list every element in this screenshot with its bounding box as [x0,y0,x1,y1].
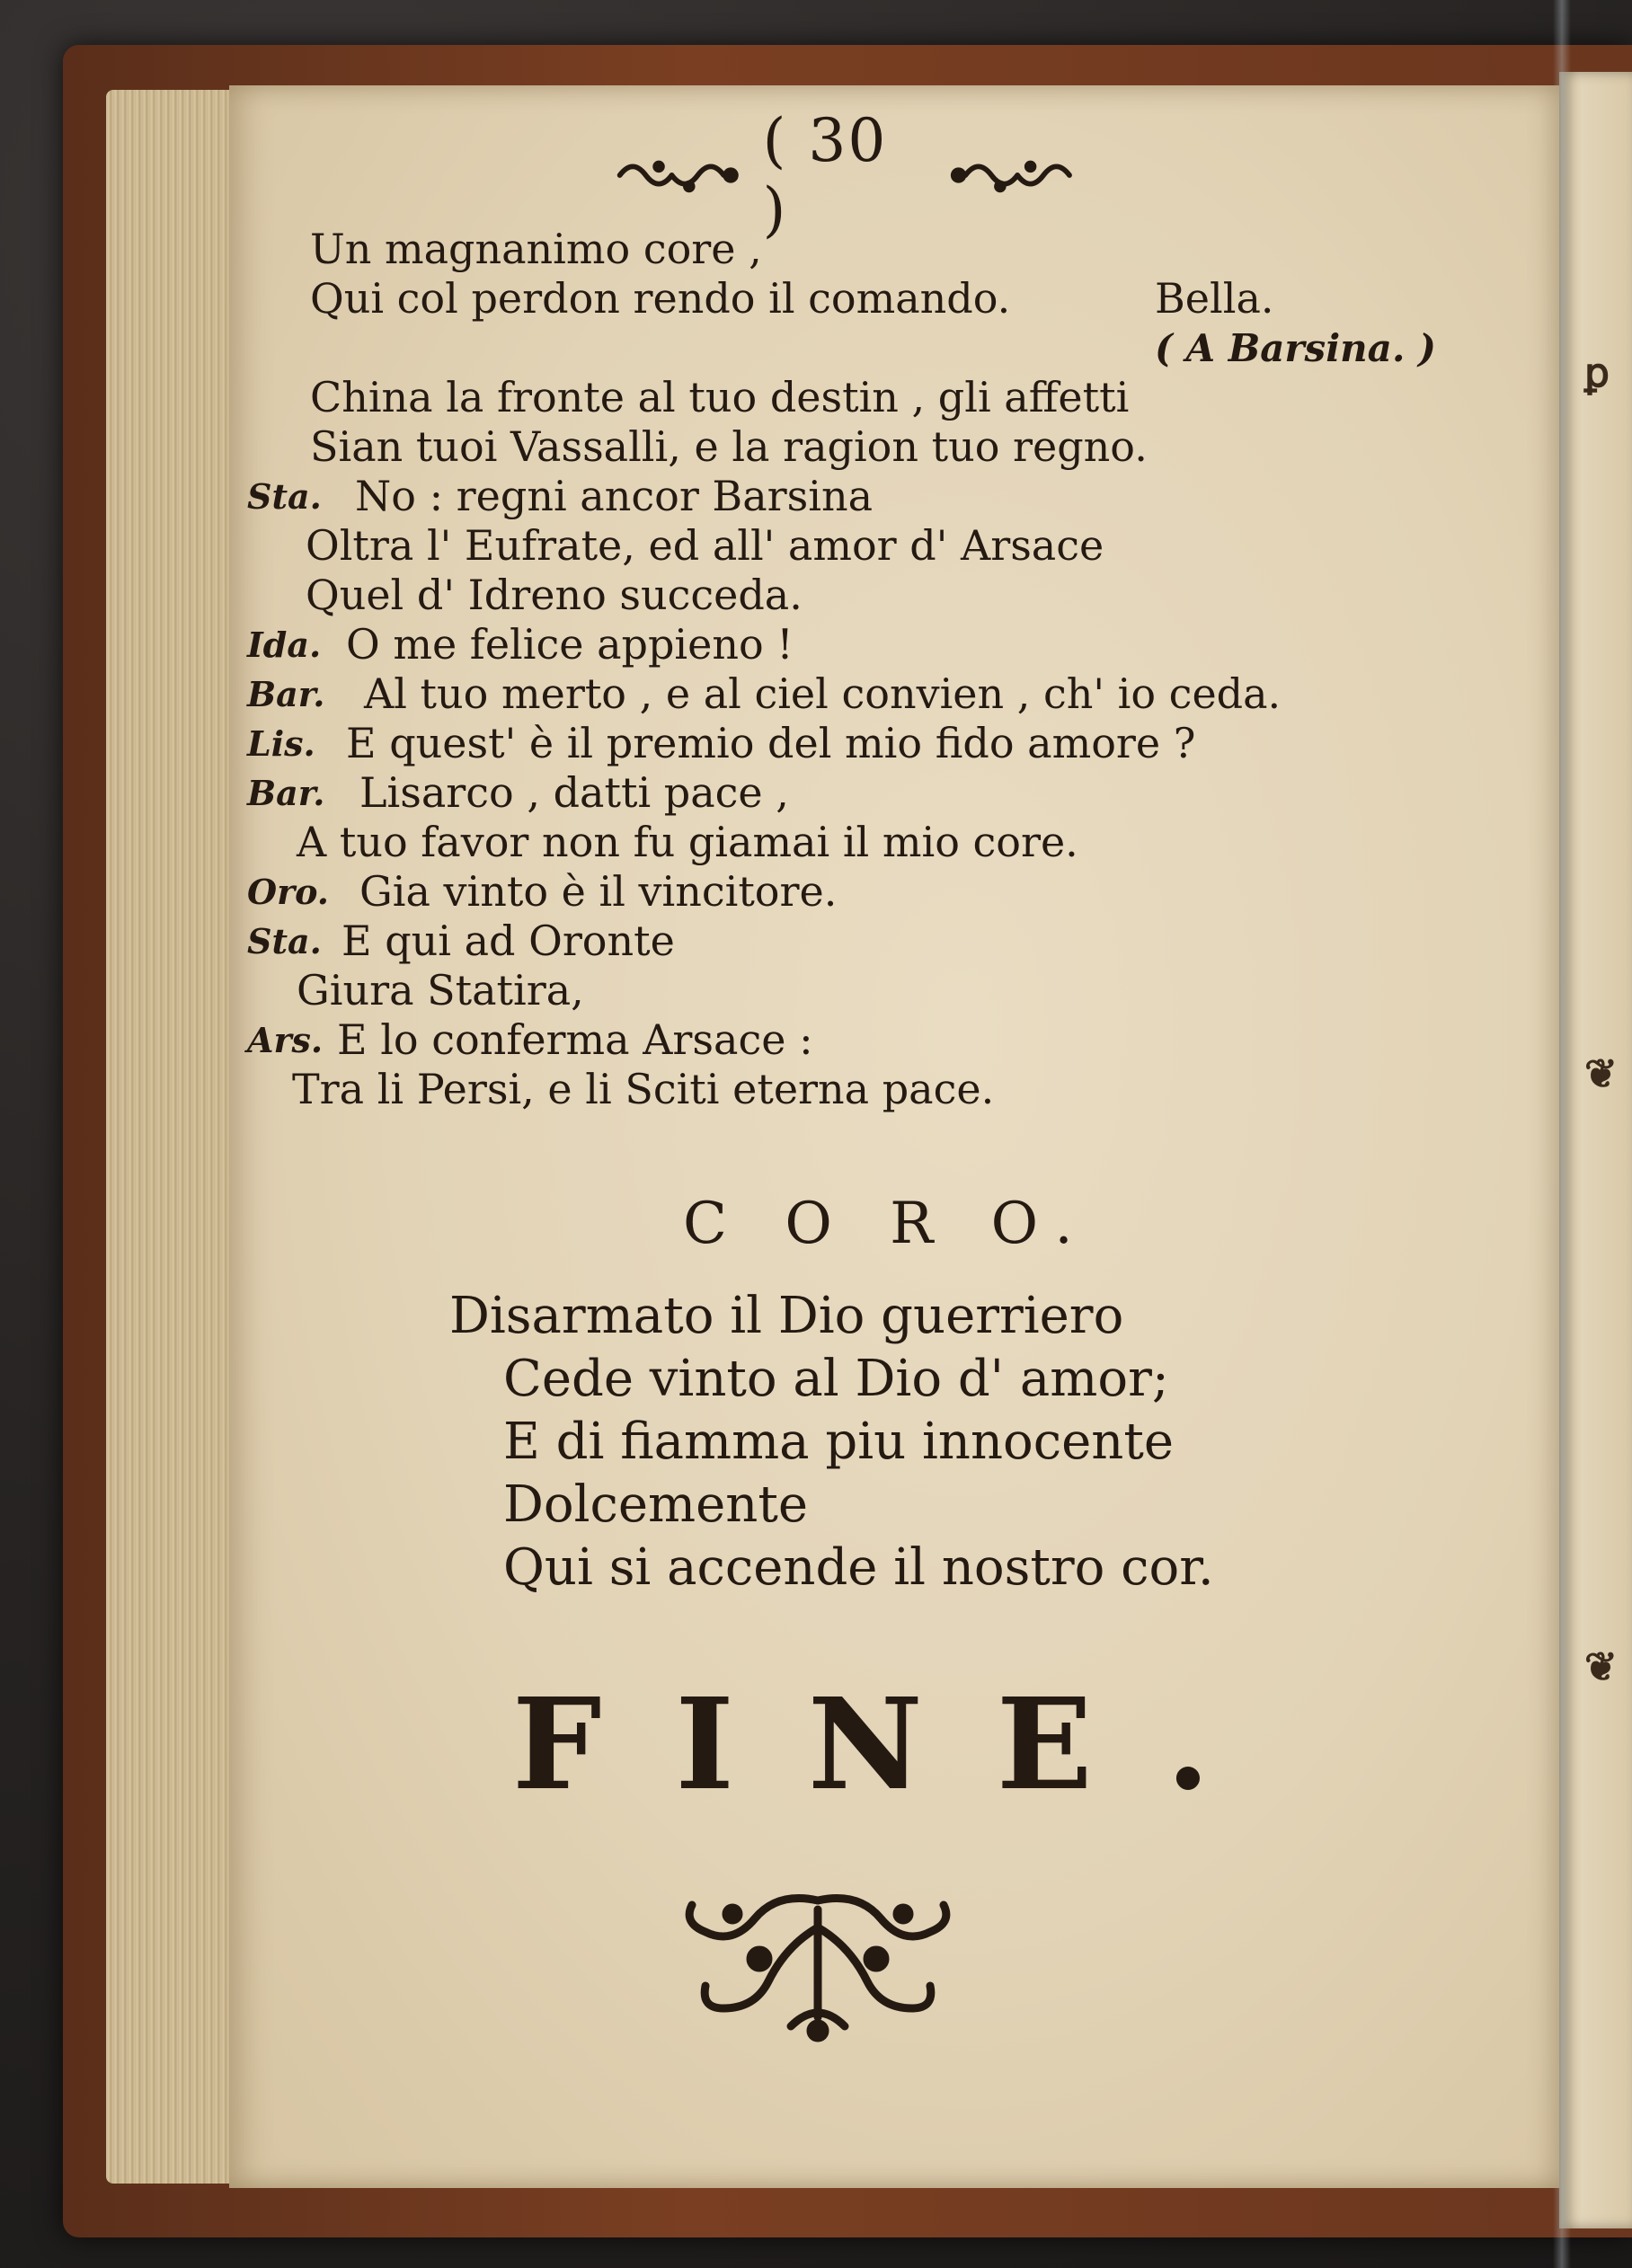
verse-line [247,620,1505,669]
verse-text: No : regni ancor Barsina [355,472,874,520]
verse-line [247,768,1505,818]
verse-text: Giura Statira, [297,966,584,1014]
verse-line [247,373,1505,422]
coro-line: Disarmato il Dio guerriero [449,1287,1124,1345]
speaker-label: Bar. [247,674,325,714]
dialogue-block [247,225,1505,1114]
verse-line [247,917,1505,966]
coro-line: Dolcemente [503,1475,808,1534]
verse-line [247,521,1505,571]
coro-line: Qui si accende il nostro cor. [503,1538,1214,1597]
facing-page-glyph: ❦ [1584,1051,1618,1097]
speaker-label: Sta. [247,476,322,517]
verse-text: A tuo favor non fu giamai il mio core. [297,818,1078,866]
verse-text: Qui col perdon rendo il comando. [310,274,1011,323]
verse-line [247,472,1505,521]
verse-line [247,422,1505,472]
coro-line: Cede vinto al Dio d' amor; [503,1350,1169,1408]
verse-text: Tra li Persi, e li Sciti eterna pace. [292,1065,995,1113]
verse-text: China la fronte al tuo destin , gli affetti [310,373,1130,421]
verse-line [247,818,1505,867]
speaker-label: Ida. [247,625,322,665]
verse-text: E lo conferma Arsace : [337,1015,813,1064]
verse-text: Oltra l' Eufrate, ed all' amor d' Arsace [306,521,1104,570]
verse-text: Al tuo merto , e al ciel convien , ch' io ceda. [364,669,1282,718]
page-header [611,106,1078,244]
stage-direction: Bella. [1155,274,1274,323]
speaker-label: Lis. [247,723,315,764]
verse-text: Lisarco , datti pace , [359,768,789,817]
verse-line [247,867,1505,917]
facing-page-glyph: ❦ [1584,1644,1618,1690]
verse-line [247,669,1505,719]
speaker-label: Sta. [247,921,322,961]
verse-text: O me felice appieno ! [346,620,794,669]
fleuron-right-icon [948,153,1078,198]
verse-text: Un magnanimo core , [310,225,762,273]
verse-line [247,1015,1505,1065]
verse-line [247,571,1505,620]
verse-text: E quest' è il premio del mio fido amore ? [346,719,1196,767]
speaker-label: Oro. [247,872,330,912]
verse-line [247,274,1505,323]
verse-text: Sian tuoi Vassalli, e la ragion tuo regno. [310,422,1148,471]
coro-line: E di fiamma piu innocente [503,1413,1174,1471]
coro-heading: C O R O. [683,1191,1093,1257]
verse-text: Quel d' Idreno succeda. [306,571,803,619]
page-number: ( 30 ) [762,106,888,244]
verse-text: Gia vinto è il vincitore. [359,867,838,916]
verse-line [247,966,1505,1015]
fine-heading: FINE. [512,1671,1284,1819]
coro-verses [449,1285,1258,1599]
facing-page-glyph: ꝑ [1584,350,1610,396]
tailpiece-ornament-icon [670,1883,966,2044]
speaker-label: Ars. [247,1020,324,1060]
verse-line [247,225,1505,274]
verse-line [247,1065,1505,1114]
fleuron-left-icon [611,153,741,198]
verse-text: E qui ad Oronte [341,917,675,965]
verse-line [247,323,1505,373]
verse-line [247,719,1505,768]
stage-direction: ( A Barsina. ) [1155,326,1437,370]
speaker-label: Bar. [247,773,325,813]
page-stack-edges [106,90,241,2184]
